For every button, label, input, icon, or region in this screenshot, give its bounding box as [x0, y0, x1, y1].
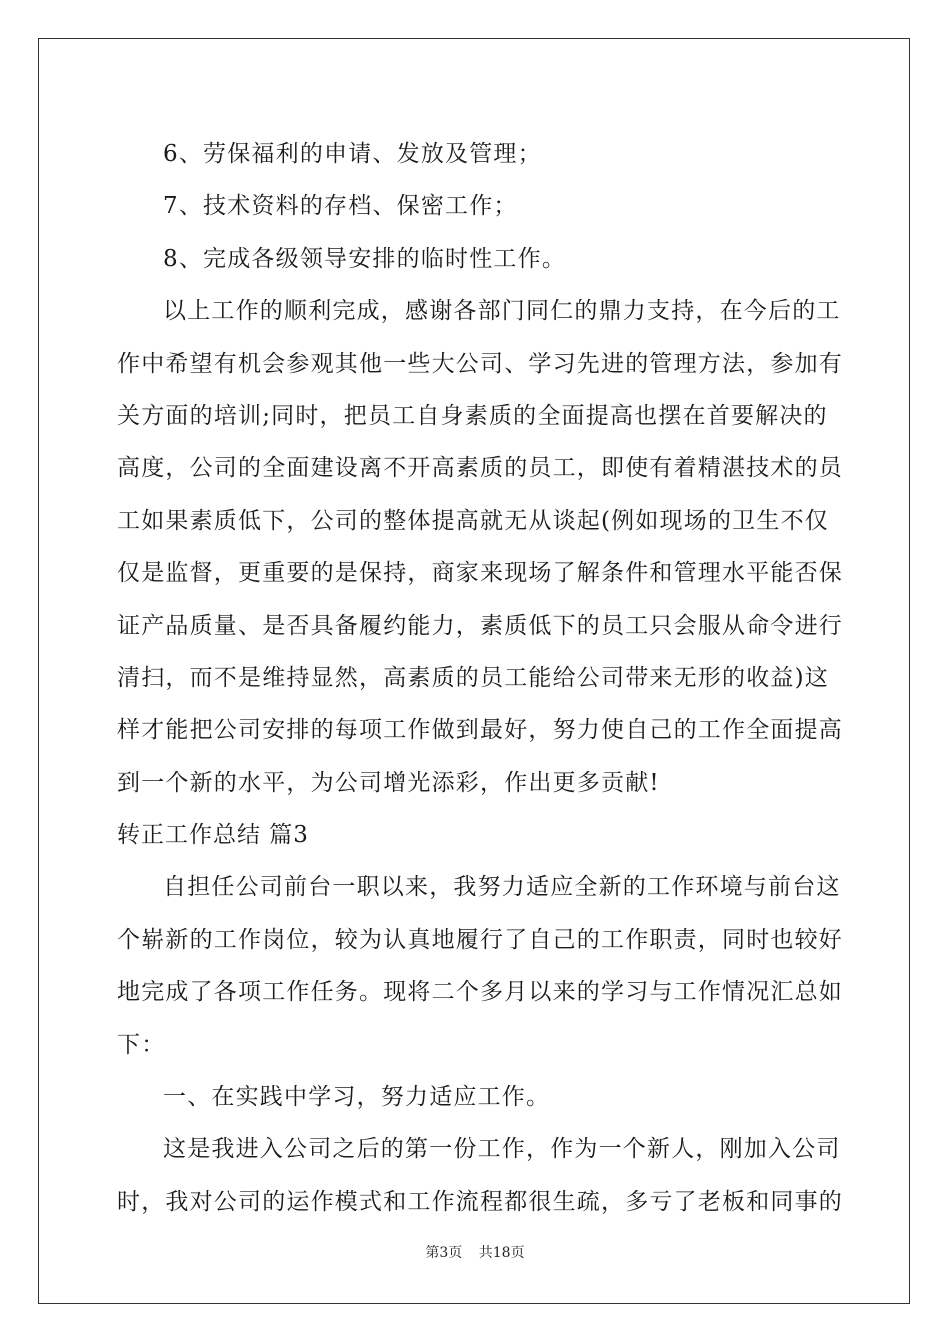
paragraph-line: 到一个新的水平，为公司增光添彩，作出更多贡献! — [117, 769, 660, 796]
paragraph-line: 仅是监督，更重要的是保持，商家来现场了解条件和管理水平能否保 — [117, 560, 843, 587]
subheading: 一、在实践中学习，努力适应工作。 — [163, 1084, 551, 1111]
paragraph-line: 下： — [117, 1031, 166, 1058]
page-number: 第3页 — [425, 1245, 463, 1261]
paragraph-line: 自担任公司前台一职以来，我努力适应全新的工作环境与前台这 — [163, 874, 841, 901]
paragraph-line: 作中希望有机会参观其他一些大公司、学习先进的管理方法，参加有 — [117, 350, 843, 377]
page-total: 共18页 — [478, 1245, 525, 1261]
paragraph-line: 高度，公司的全面建设离不开高素质的员工，即使有着精湛技术的员 — [117, 455, 843, 482]
list-item: 6、劳保福利的申请、发放及管理； — [163, 141, 542, 167]
paragraph-line: 证产品质量、是否具备履约能力，素质低下的员工只会服从命令进行 — [117, 612, 843, 639]
page-footer — [0, 1242, 950, 1262]
paragraph-line: 这是我进入公司之后的第一份工作，作为一个新人，刚加入公司 — [163, 1136, 841, 1163]
paragraph-line: 样才能把公司安排的每项工作做到最好，努力使自己的工作全面提高 — [117, 717, 843, 744]
paragraph-line: 工如果素质低下，公司的整体提高就无从谈起(例如现场的卫生不仅 — [117, 507, 829, 534]
list-item: 8、完成各级领导安排的临时性工作。 — [163, 245, 567, 272]
paragraph-line: 个崭新的工作岗位，较为认真地履行了自己的工作职责，同时也较好 — [117, 926, 843, 953]
paragraph-line: 关方面的培训;同时，把员工自身素质的全面提高也摆在首要解决的 — [117, 402, 828, 429]
paragraph-line: 地完成了各项工作任务。现将二个多月以来的学习与工作情况汇总如 — [117, 979, 843, 1006]
paragraph-line: 清扫，而不是维持显然，高素质的员工能给公司带来无形的收益)这 — [117, 664, 829, 691]
document-body — [117, 128, 843, 1228]
list-item: 7、技术资料的存档、保密工作； — [163, 193, 518, 220]
paragraph-line: 以上工作的顺利完成，感谢各部门同仁的鼎力支持，在今后的工 — [163, 298, 841, 325]
section-heading: 转正工作总结 篇3 — [117, 822, 309, 849]
paragraph-line: 时，我对公司的运作模式和工作流程都很生疏，多亏了老板和同事的 — [117, 1188, 843, 1215]
